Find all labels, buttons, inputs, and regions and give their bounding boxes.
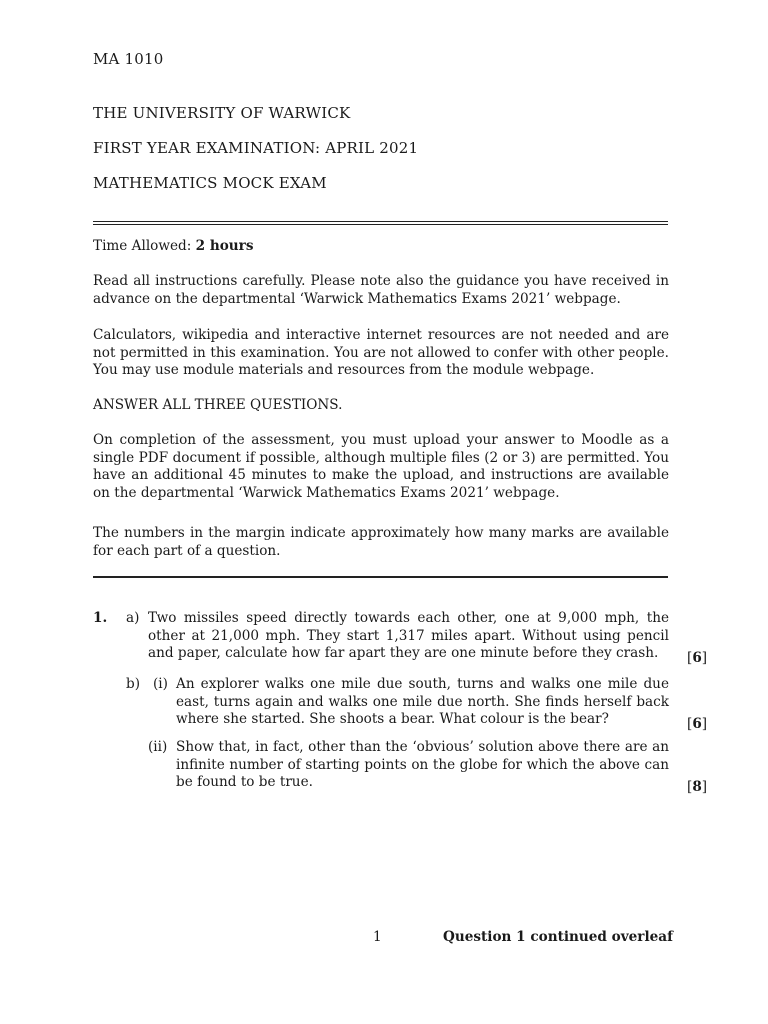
part-b-ii-marks: [8] [687,779,708,795]
part-b-ii-marks-value: 8 [692,779,702,795]
part-b-ii-text: Show that, in fact, other than the ‘obvious’ solution above there are an infinite number of starting points on the globe for which the above can be found to be true. [176,739,669,790]
instruction-paragraph-5: The numbers in the margin indicate approximately how many marks are available for each part of a question. [93,525,669,559]
part-a-label: a) [126,610,140,626]
section-rule [93,576,668,578]
part-b-i-label: (i) [153,676,168,692]
time-allowed-value: 2 hours [195,238,254,254]
part-b-i-marks-value: 6 [692,716,702,732]
continued-note: Question 1 continued overleaf [443,929,673,945]
instruction-paragraph-3: ANSWER ALL THREE QUESTIONS. [93,397,343,413]
page-number: 1 [373,929,382,945]
exam-title: FIRST YEAR EXAMINATION: APRIL 2021 [93,139,419,157]
time-allowed [93,238,254,256]
course-code: MA 1010 [93,50,164,68]
part-a-text: Two missiles speed directly towards each other, one at 9,000 mph, the other at 21,000 mph. They start 1,317 miles apart. Without using pencil and paper, calculate how far apart they are one minute before they crash. [148,610,669,661]
exam-name: MATHEMATICS MOCK EXAM [93,174,327,192]
university-name: THE UNIVERSITY OF WARWICK [93,104,351,122]
part-a-marks: [6] [687,650,708,666]
question-number: 1. [93,610,108,626]
part-b-i-text: An explorer walks one mile due south, turns and walks one mile due east, turns again and walks one mile due north. She finds herself back where she started. She shoots a bear. What colour is the bear? [176,676,669,727]
part-b-ii-label: (ii) [148,739,168,755]
header-double-rule [93,221,668,225]
time-allowed-label: Time Allowed: [93,238,196,254]
instruction-paragraph-1: Read all instructions carefully. Please note also the guidance you have received in advance on the departmental ‘Warwick Mathematics Exams 2021’ webpage. [93,273,669,307]
part-a-marks-value: 6 [692,650,702,666]
instruction-paragraph-4: On completion of the assessment, you must upload your answer to Moodle as a single PDF document if possible, although multiple files (2 or 3) are permitted. You have an additional 45 minutes to make the upload, and instructions are available on the departmental ‘Warwick Mathematics Exams 2021’ webpage. [93,432,669,501]
part-b-label: b) [126,676,141,692]
part-b-i-marks: [6] [687,716,708,732]
instruction-paragraph-2: Calculators, wikipedia and interactive internet resources are not needed and are not permitted in this examination. You are not allowed to confer with other people. You may use module materials and resources from the module webpage. [93,327,669,378]
